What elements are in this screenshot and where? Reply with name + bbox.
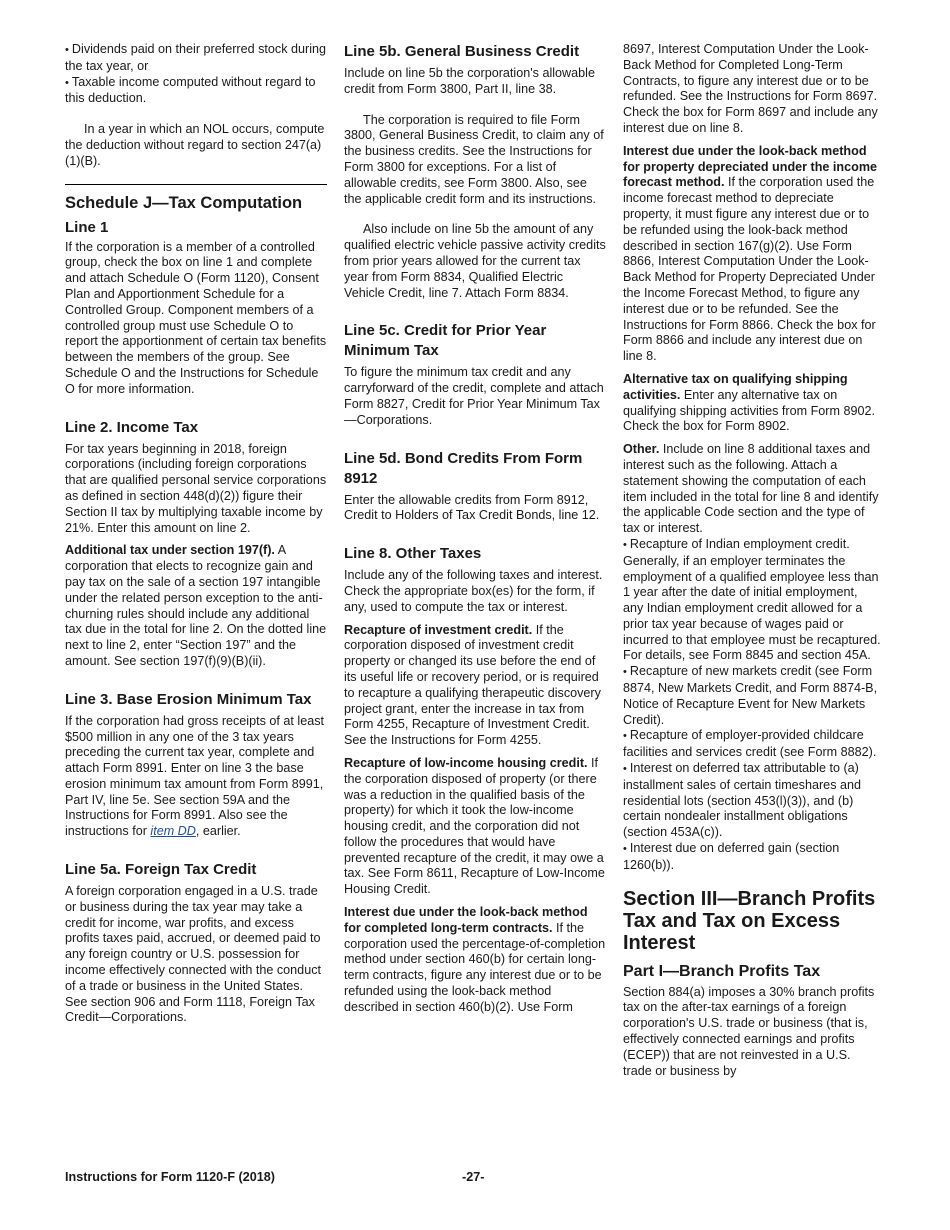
paragraph-text: Enter any alternative tax on qualifying shipping activities from Form 8902. Check the box for Form 8902. <box>623 387 875 434</box>
paragraph: If the corporation is a member of a controlled group, check the box on line 1 and complete and attach Schedule O (Form 1120), Consent Plan and Apportionment Schedule for a Controlled Group. Component members of a controlled group must use Schedule O to report the apportionment of certain tax benefits between the members of the group. See Schedule O and the Instructions for Schedule O for more information. <box>65 239 327 396</box>
heading-line-1: Line 1 <box>65 218 109 236</box>
paragraph-text: , earlier. <box>195 824 241 839</box>
run-in-heading: Recapture of low-income housing credit. <box>344 755 588 770</box>
paragraph: Section 884(a) imposes a 30% branch profits tax on the after-tax earnings of a foreign corporation's U.S. trade or business (that is, effectively connected earnings and profits (ECEP)) that are not reinvested in a U.S. trade or business by <box>623 984 875 1078</box>
run-in-heading: Additional tax under section 197(f). <box>65 543 275 558</box>
item-dd-link[interactable]: item DD <box>150 824 196 839</box>
paragraph: The corporation is required to file Form 3800, General Business Credit, to claim any of the business credits. See the Instructions for Form 3800 for exceptions. For a list of allowable credits, see Form 3800. Also, see the applicable credit form and its instructions. <box>344 112 604 206</box>
heading-line-5c: Line 5c. Credit for Prior Year Minimum Tax <box>344 322 547 360</box>
heading-line-3: Line 3. Base Erosion Minimum Tax <box>65 690 312 708</box>
paragraph-text: Include on line 8 additional taxes and interest such as the following. Attach a statement showing the computation of each item included in the total for line 8 and identify the applicable Code section and the type of tax or interest. <box>623 442 879 536</box>
heading-part-1: Part I—Branch Profits Tax <box>623 962 821 980</box>
heading-line-5b: Line 5b. General Business Credit <box>344 43 580 60</box>
bullet-item: • Taxable income computed without regard to this deduction. <box>65 75 327 108</box>
paragraph-text: If the corporation had gross receipts of at least $500 million in any one of the 3 tax years preceding the current tax year, complete and attach Form 8991. Enter on line 3 the base erosion minimum tax amount from Form 8991, Part IV, line 5e. See section 59A and the Instructions for Form 8991. Also see the instructions for <box>65 713 325 839</box>
paragraph <box>65 714 327 840</box>
paragraph-text: If the corporation disposed of property (or there was a reduction in the qualified basis of the property) for which it took the low-income housing credit, and the corporation did not follow the procedures that would have prevented recapture of the credit, it may owe a tax. See Form 8611, Recapture of Low-Income Housing Credit. <box>344 755 605 897</box>
run-in-heading: Interest due under the look-back method for completed long-term contracts. <box>344 905 588 935</box>
section-heading-schedule-j: Schedule J—Tax Computation <box>65 184 327 213</box>
paragraph <box>344 905 606 1016</box>
bullet-item: • Recapture of Indian employment credit. Generally, if an employer terminates the employment of a qualified employee less than 1 year after the date of initial employment, any Indian employment credit allowed for a prior tax year because of wages paid or incurred to that employee must be recaptured. For details, see Form 8845 and section 45A. <box>623 537 881 664</box>
footer-form-title: Instructions for Form 1120-F (2018) <box>65 1170 275 1184</box>
paragraph: Include any of the following taxes and interest. Check the appropriate box(es) for the form, if any, used to compute the tax or interest. <box>344 568 603 614</box>
page-number: -27- <box>462 1170 485 1184</box>
column-3 <box>623 42 881 1086</box>
paragraph-text: A corporation that elects to recognize gain and pay tax on the sale of a section 197 intangible under the related person exception to the anti-churning rules should include any additional tax due in the total for line 2. On the dotted line next to line 2, enter “Section 197” and the amount. See section 197(f)(9)(B)(ii). <box>65 543 327 668</box>
paragraph <box>344 756 606 898</box>
paragraph: A foreign corporation engaged in a U.S. trade or business during the tax year may take a credit for income, war profits, and excess profits taxes paid, accrued, or deemed paid to any foreign country or U.S. possession for income effectively connected with the conduct of a trade or business in the United States. See section 906 and Form 1118, Foreign Tax Credit—Corporations. <box>65 884 321 1025</box>
run-in-heading: Other. <box>623 442 660 457</box>
run-in-heading: Recapture of investment credit. <box>344 622 533 637</box>
paragraph-text: If the corporation used the income forecast method to depreciate property, it must figure any interest due or to be refunded using the look-back method described in section 167(g)(2). Use Form 8866, Interest Computation Under the Look-Back Method for Property Depreciated Under the Income Forecast Method, to figure any interest due or to be refunded. See the Instructions for Form 8866. Check the box for Form 8866 and include any interest due on line 8. <box>623 175 876 364</box>
paragraph <box>623 372 881 435</box>
column-2 <box>344 42 606 1023</box>
heading-line-2: Line 2. Income Tax <box>65 418 199 436</box>
section-heading-section-iii: Section III—Branch Profits Tax and Tax on Excess Interest <box>623 887 876 954</box>
paragraph: 8697, Interest Computation Under the Look-Back Method for Completed Long-Term Contracts, to figure any interest due or to be refunded. See the Instructions for Form 8697. Check the box for Form 8697 and include any interest due on line 8. <box>623 42 878 135</box>
bullet-item: • Recapture of employer-provided childcare facilities and services credit (see Form 8882). <box>623 728 881 761</box>
heading-line-8: Line 8. Other Taxes <box>344 545 482 563</box>
paragraph: In a year in which an NOL occurs, compute the deduction without regard to section 247(a)(1)(B). <box>65 122 325 168</box>
paragraph <box>623 442 881 537</box>
paragraph: Enter the allowable credits from Form 8912, Credit to Holders of Tax Credit Bonds, line 12. <box>344 492 600 523</box>
paragraph <box>65 543 327 669</box>
heading-line-5d: Line 5d. Bond Credits From Form 8912 <box>344 449 583 487</box>
paragraph <box>623 144 881 365</box>
paragraph <box>344 623 606 749</box>
bullet-item: • Recapture of new markets credit (see Form 8874, New Markets Credit, and Form 8874-B, Notice of Recapture Event for New Markets Credit). <box>623 664 881 728</box>
run-in-heading: Interest due under the look-back method for property depreciated under the income forecast method. <box>623 143 878 190</box>
run-in-heading: Alternative tax on qualifying shipping activities. <box>623 371 848 402</box>
bullet-item: • Interest due on deferred gain (section 1260(b)). <box>623 841 881 874</box>
bullet-item: • Dividends paid on their preferred stock during the tax year, or <box>65 42 327 75</box>
paragraph: Include on line 5b the corporation's allowable credit from Form 3800, Part II, line 38. <box>344 66 595 96</box>
column-1 <box>65 42 327 1033</box>
paragraph-text: If the corporation used the percentage-of-completion method under section 460(b) for certain long-term contracts, figure any interest due or to be refunded using the look-back method described in section 460(b)(2). Use Form <box>344 920 606 1014</box>
heading-line-5a: Line 5a. Foreign Tax Credit <box>65 861 257 879</box>
paragraph: Also include on line 5b the amount of any qualified electric vehicle passive activity credits from prior years allowed for the current tax year from Form 8834, Qualified Electric Vehicle Credit, line 7. Attach Form 8834. <box>344 222 606 300</box>
paragraph: To figure the minimum tax credit and any carryforward of the credit, complete and attach Form 8827, Credit for Prior Year Minimum Tax—Corporations. <box>344 365 604 427</box>
bullet-item: • Interest on deferred tax attributable to (a) installment sales of certain timeshares and residential lots (section 453(l)(3)), and (b) certain nondealer installment obligations (section 453A(c)). <box>623 761 881 841</box>
paragraph-text: If the corporation disposed of investment credit property or changed its use before the end of its useful life or recovery period, or is required to recapture a qualifying therapeutic discovery project grant, enter the increase in tax from Form 4255, Recapture of Investment Credit. See the Instructions for Form 4255. <box>344 622 601 748</box>
paragraph: For tax years beginning in 2018, foreign corporations (including foreign corporations that are qualified personal service corporations as defined in section 448(d)(2)) figure their Section II tax by multiplying taxable income by 21%. Enter this amount on line 2. <box>65 441 327 535</box>
